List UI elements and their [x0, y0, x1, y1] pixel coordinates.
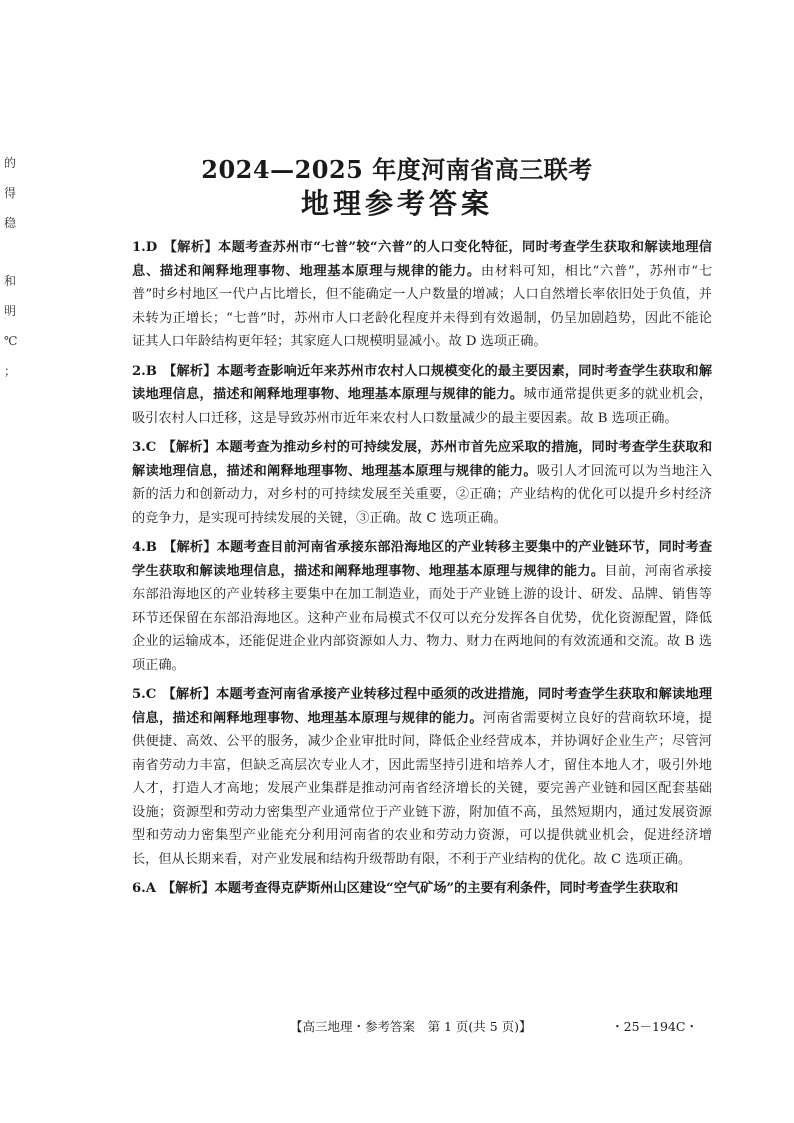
answer-body: 目前，河南省承接东部沿海地区的产业转移主要集中在加工制造业，而处于产业链上游的设计、研发、品牌、销售等环节还保留在东部沿海地区。这种产业布局模式不仅可以充分发挥各自优势，优化资源配置，降低企业的运输成本，还能促进企业内部资源如人力、物力、财力在两地间的有效流通和交流。故 B 选项正确。: [132, 563, 712, 673]
answer-body: 由材料可知，相比“六普”，苏州市“七普”时乡村地区一代户占比增长，但不能确定一人户数量的增减；人口自然增长率依旧处于负值，并未转为正增长；“七普”时，苏州市人口老龄化程度并未得到有效遏制，仍呈加剧趋势，因此不能论证其人口年龄结构更年轻；其家庭人口规模明显减小。故 D 选项正确。: [132, 263, 713, 349]
answer-number: 1.D: [132, 240, 158, 255]
document-subtitle: 地理参考答案: [300, 187, 493, 220]
answer-number: 4.B: [132, 540, 157, 555]
analysis-tag: 【解析】: [162, 440, 217, 455]
answer-number: 5.C: [132, 687, 157, 702]
margin-note: 得: [4, 186, 17, 200]
margin-note: 明: [4, 304, 17, 318]
analysis-tag: 【解析】: [162, 363, 217, 379]
margin-note: 稳: [4, 216, 17, 230]
analysis-tag: 【解析】: [162, 881, 215, 896]
answer-body: 城市通常提供更多的就业机会，吸引农村人口迁移，这是导致苏州市近年来农村人口数量减少的最主要因素。故 B 选项正确。: [132, 387, 713, 426]
analysis-tag: 【解析】: [162, 687, 217, 702]
page-footer: [0, 1017, 794, 1039]
answer-body: 河南省需要树立良好的营商软环境，提供便捷、高效、公平的服务，减少企业审批时间，降低企业经营成本，并协调好企业生产；尽管河南省劳动力丰富，但缺乏高层次专业人才，因此需坚持引进和培养人才，留住本地人才，吸引外地人才，打造人才高地；发展产业集群是推动河南省经济增长的关键，要完善产业链和园区配套基础设施；资源型和劳动力密集型产业通常位于产业链下游，附加值不高，虽然短期内，通过发展资源型和劳动力密集型产业能充分利用河南省的农业和劳动力资源，可以提供就业机会，促进经济增长，但从长期来看，对产业发展和结构升级帮助有限，不利于产业结构的优化。故 C 选项正确。: [132, 710, 713, 867]
margin-note: 和: [4, 274, 17, 288]
margin-note: ℃: [4, 334, 18, 348]
answer-lead: 本题考查苏州市“七普”较“六普”的人口变化特征，同时考查学生获取和解读地理信息、描述和阐释地理事物、地理基本原理与规律的能力。: [132, 240, 712, 279]
answer-lead: 本题考查得克萨斯州山区建设“空气矿场”的主要有利条件，同时考查学生获取和: [214, 881, 679, 896]
answer-lead: 本题考查为推动乡村的可持续发展，苏州市首先应采取的措施，同时考查学生获取和解读地理信息，描述和阐释地理事物、地理基本原理与规律的能力。: [132, 440, 713, 479]
answer-lead: 本题考查影响近年来苏州市农村人口规模变化的最主要因素，同时考查学生获取和解读地理信息，描述和阐释地理事物、地理基本原理与规律的能力。: [132, 363, 713, 402]
footer-code: ・25－194C・: [611, 1019, 698, 1034]
answer-number: 3.C: [132, 440, 157, 455]
analysis-tag: 【解析】: [163, 240, 219, 255]
margin-note: 的: [4, 156, 17, 170]
answer-item-1: [132, 236, 712, 354]
answer-item-4: [132, 536, 712, 677]
answer-item-2: [132, 360, 712, 431]
answer-number: 2.B: [132, 363, 157, 379]
answer-item-3: [132, 436, 712, 530]
footer-page-info: 【高三地理・参考答案 第 1 页(共 5 页)】: [290, 1019, 532, 1034]
analysis-tag: 【解析】: [162, 540, 217, 555]
document-title: 2024—2025 年度河南省高三联考: [201, 155, 593, 184]
answer-lead: 本题考查目前河南省承接东部沿海地区的产业转移主要集中的产业链环节，同时考查学生获取和解读地理信息，描述和阐释地理事物、地理基本原理与规律的能力。: [132, 540, 713, 579]
answer-body: 吸引人才回流可以为当地注入新的活力和创新动力，对乡村的可持续发展至关重要，②正确；产业结构的优化可以提升乡村经济的竞争力，是实现可持续发展的关键，③正确。故 C 选项正确。: [132, 463, 713, 526]
answer-lead: 本题考查河南省承接产业转移过程中亟须的改进措施，同时考查学生获取和解读地理信息，描述和阐释地理事物、地理基本原理与规律的能力。: [132, 687, 713, 726]
margin-note: ；: [4, 364, 17, 378]
answer-item-5: [132, 683, 712, 871]
answer-number: 6.A: [132, 881, 156, 896]
answer-list: [132, 236, 712, 907]
answer-item-6: [132, 877, 712, 901]
